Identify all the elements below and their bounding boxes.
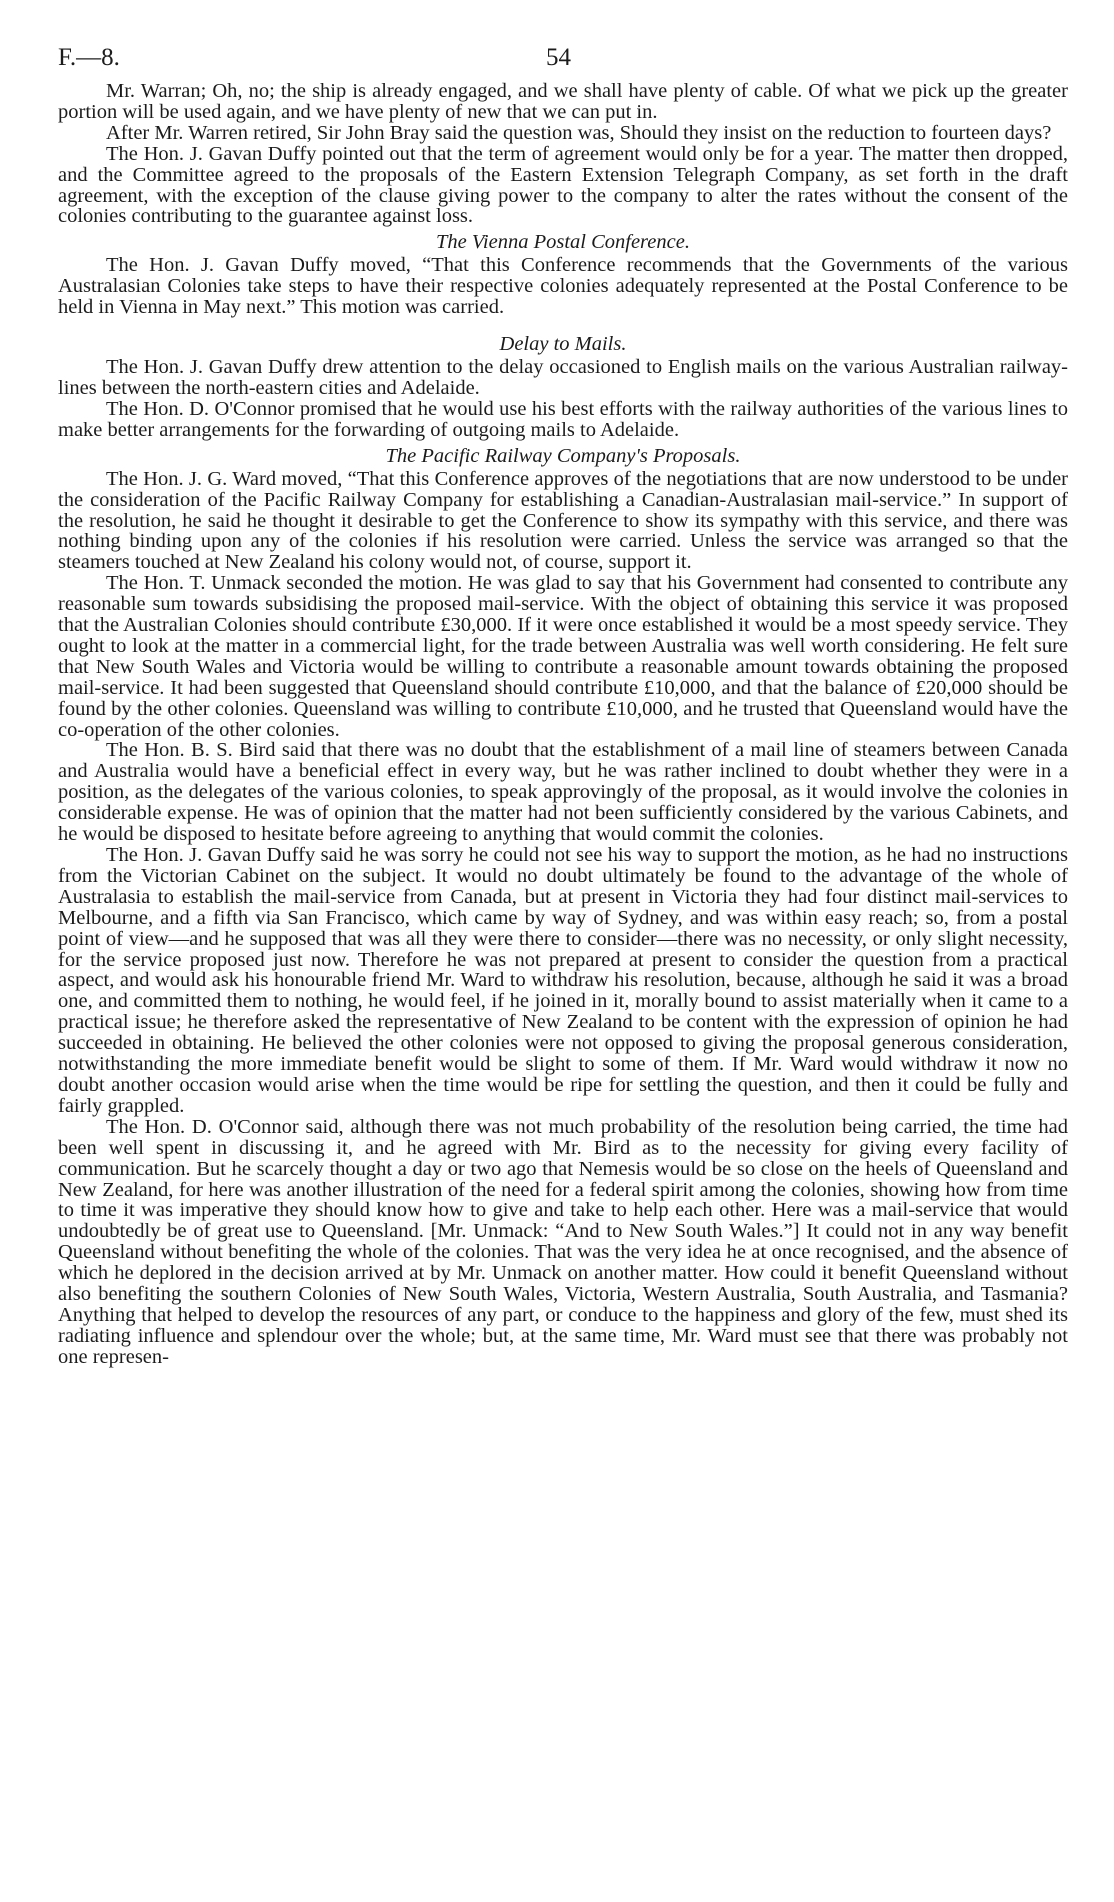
paragraph: The Hon. J. Gavan Duffy pointed out that the term of agreement would only be for a year. The matter then dropped, and the Committee agreed to the proposals of the Eastern Extension Telegraph Company, as set forth in the draft agreement, with the exception of the clause giving power to the company to alter the rates without the consent of the colonies contributing to the guarantee against loss.	[58, 142, 1068, 228]
section-heading-delay: Delay to Mails.	[499, 333, 627, 356]
section-heading-vienna: The Vienna Postal Conference.	[436, 231, 690, 254]
document-page	[58, 44, 1068, 1368]
page-header	[58, 44, 1068, 76]
paragraph: The Hon. J. Gavan Duffy drew attention to the delay occasioned to English mails on the various Australian railway-lines between the north-eastern cities and Adelaide.	[58, 356, 1068, 399]
paragraph: The Hon. D. O'Connor promised that he would use his best efforts with the railway authorities of the various lines to make better arrangements for the forwarding of outgoing mails to Adelaide.	[58, 397, 1068, 441]
page-number: 54	[546, 44, 571, 71]
paragraph: The Hon. J. G. Ward moved, “That this Conference approves of the negotiations that are now understood to be under the consideration of the Pacific Railway Company for establishing a Canadian-Australasian mail-service.” In support of the resolution, he said he thought it desirable to get the Conference to show its sympathy with this service, and there was nothing binding upon any of the colonies if his resolution were carried. Unless the service was arranged so that the steamers touched at New Zealand his colony would not, of course, support it.	[58, 467, 1068, 574]
paragraph: After Mr. Warren retired, Sir John Bray said the question was, Should they insist on the reduction to fourteen days?	[106, 121, 1052, 144]
paragraph: Mr. Warran; Oh, no; the ship is already engaged, and we shall have plenty of cable. Of what we pick up the greater portion will be used again, and we have plenty of new that we can put in.	[58, 80, 1068, 123]
section-heading-pacific: The Pacific Railway Company's Proposals.	[385, 444, 741, 467]
paragraph: The Hon. T. Unmack seconded the motion. He was glad to say that his Government had consented to contribute any reasonable sum towards subsidising the proposed mail-service. With the object of obtaining this service it was proposed that the Australian Colonies should contribute £30,000. If it were once established it would be a most speedy service. They ought to look at the matter in a commercial light, for the trade between Australia was well worth considering. He felt sure that New South Wales and Victoria would be willing to contribute a reasonable amount towards obtaining the proposed mail-service. It had been suggested that Queensland should contribute £10,000, and that the balance of £20,000 should be found by the other colonies. Queensland was willing to contribute £10,000, and he trusted that Queensland would have the co-operation of the other colonies.	[58, 572, 1068, 741]
paragraph: The Hon. B. S. Bird said that there was no doubt that the establishment of a mail line of steamers between Canada and Australia would have a beneficial effect in every way, but he was rather inclined to doubt whether they were in a position, as the delegates of the various colonies, to speak approvingly of the proposal, as it would involve the colonies in considerable expense. He was of opinion that the matter had not been sufficiently considered by the various Cabinets, and he would be disposed to hesitate before agreeing to anything that would commit the colonies.	[58, 739, 1068, 846]
paragraph: The Hon. J. Gavan Duffy said he was sorry he could not see his way to support the motion, as he had no instructions from the Victorian Cabinet on the subject. It would no doubt ultimately be found to the advantage of the whole of Australasia to establish the mail-service from Canada, but at present in Victoria they had four distinct mail-services to Melbourne, and a fifth via San Francisco, which came by way of Sydney, and was within easy reach; so, from a postal point of view—and he supposed that was all they were there to consider—there was no necessity, or only slight necessity, for the service proposed just now. Therefore he was not prepared at present to consider the question from a practical aspect, and would ask his honourable friend Mr. Ward to withdraw his resolution, because, although he said it was a broad one, and committed them to nothing, he would feel, if he joined in it, morally bound to assist materially when it came to a practical issue; he therefore asked the representative of New Zealand to be content with the expression of opinion he had succeeded in obtaining. He believed the other colonies were not opposed to giving the proposal generous consideration, notwithstanding the more immediate benefit would be slight to some of them. If Mr. Ward would withdraw it now no doubt another occasion would arise when the time would be ripe for settling the question, and then it could be fully and fairly grappled.	[58, 844, 1068, 1117]
paragraph: The Hon. D. O'Connor said, although there was not much probability of the resolution being carried, the time had been well spent in discussing it, and he agreed with Mr. Bird as to the necessity for giving every facility of communication. But he scarcely thought a day or two ago that Nemesis would be so close on the heels of Queensland and New Zealand, for here was another illustration of the need for a federal spirit among the colonies, showing how from time to time it was imperative they should know how to give and take to help each other. Here was a mail-service that would undoubtedly be of great use to Queensland. [Mr. Unmack: “And to New South Wales.”] It could not in any way benefit Queensland without benefiting the whole of the colonies. That was the very idea he at once recognised, and the absence of which he deplored in the decision arrived at by Mr. Unmack on another matter. How could it benefit Queensland without also benefiting the southern Colonies of New South Wales, Victoria, Western Australia, South Australia, and Tasmania? Anything that helped to develop the resources of any part, or conduce to the happiness and glory of the few, must shed its radiating influence and splendour over the whole; but, at the same time, Mr. Ward must see that there was probably not one represen-	[58, 1115, 1068, 1368]
document-reference: F.—8.	[58, 44, 120, 71]
paragraph: The Hon. J. Gavan Duffy moved, “That this Conference recommends that the Governments of the various Australasian Colonies take steps to have their respective colonies adequately represented at the Postal Conference to be held in Vienna in May next.” This motion was carried.	[58, 254, 1068, 319]
